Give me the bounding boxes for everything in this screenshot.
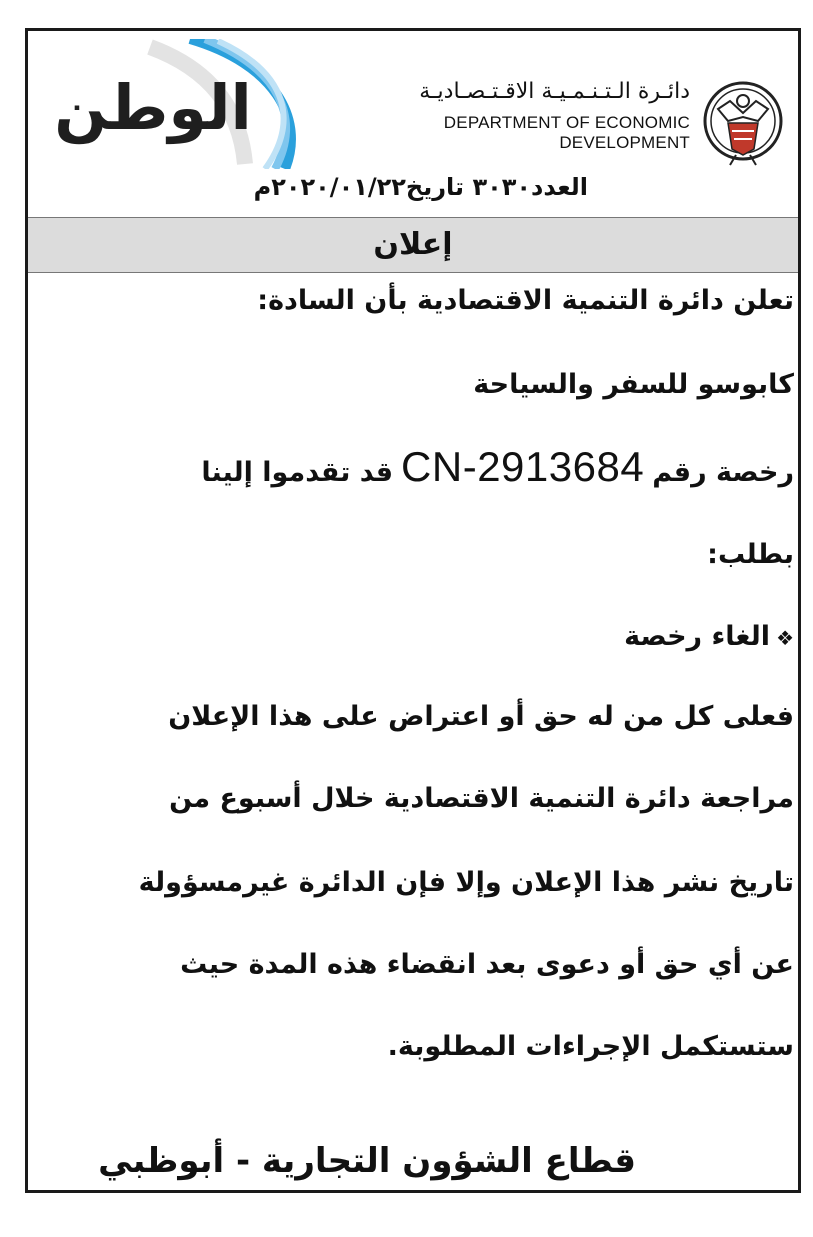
intro-line: تعلن دائرة التنمية الاقتصادية بأن السادة: xyxy=(257,285,794,316)
license-prefix: رخصة رقم xyxy=(652,457,794,488)
issue-number-date: العدد٣٠٣٠ تاريخ٢٠٢٠/٠١/٢٢م xyxy=(253,173,588,201)
newspaper-logo-text: الوطن xyxy=(54,71,252,144)
paragraph-line-1: فعلى كل من له حق أو اعتراض على هذا الإعلان xyxy=(168,701,794,732)
bullet-item xyxy=(42,621,794,652)
announcement-frame xyxy=(25,28,801,1193)
title-bar xyxy=(28,217,798,273)
paragraph-line-4: عن أي حق أو دعوى بعد انقضاء هذه المدة حيث xyxy=(180,949,794,980)
paragraph-line-3: تاريخ نشر هذا الإعلان وإلا فإن الدائرة غيرمسؤولة xyxy=(138,867,794,898)
company-name: كابوسو للسفر والسياحة xyxy=(473,369,794,400)
department-name-english: DEPARTMENT OF ECONOMIC DEVELOPMENT xyxy=(443,113,690,152)
alwatan-logo xyxy=(40,39,310,169)
header xyxy=(28,31,798,171)
request-label: بطلب: xyxy=(707,539,794,570)
department-name-arabic: دائـرة الـتـنـمـيـة الاقـتـصـاديـة xyxy=(419,79,690,104)
license-number: CN-2913684 xyxy=(401,443,645,490)
paragraph-line-5: ستستكمل الإجراءات المطلوبة. xyxy=(387,1031,794,1062)
bullet-item-text: الغاء رخصة xyxy=(624,621,771,652)
paragraph-line-2: مراجعة دائرة التنمية الاقتصادية خلال أسبوع من xyxy=(169,783,794,814)
footer-sector: قطاع الشؤون التجارية - أبوظبي xyxy=(98,1141,636,1181)
announcement-title: إعلان xyxy=(373,227,453,262)
abu-dhabi-emblem-icon xyxy=(698,71,788,171)
diamond-bullet-icon: ❖ xyxy=(776,626,794,650)
license-suffix: قد تقدموا إلينا xyxy=(201,457,394,488)
license-line xyxy=(42,443,794,491)
